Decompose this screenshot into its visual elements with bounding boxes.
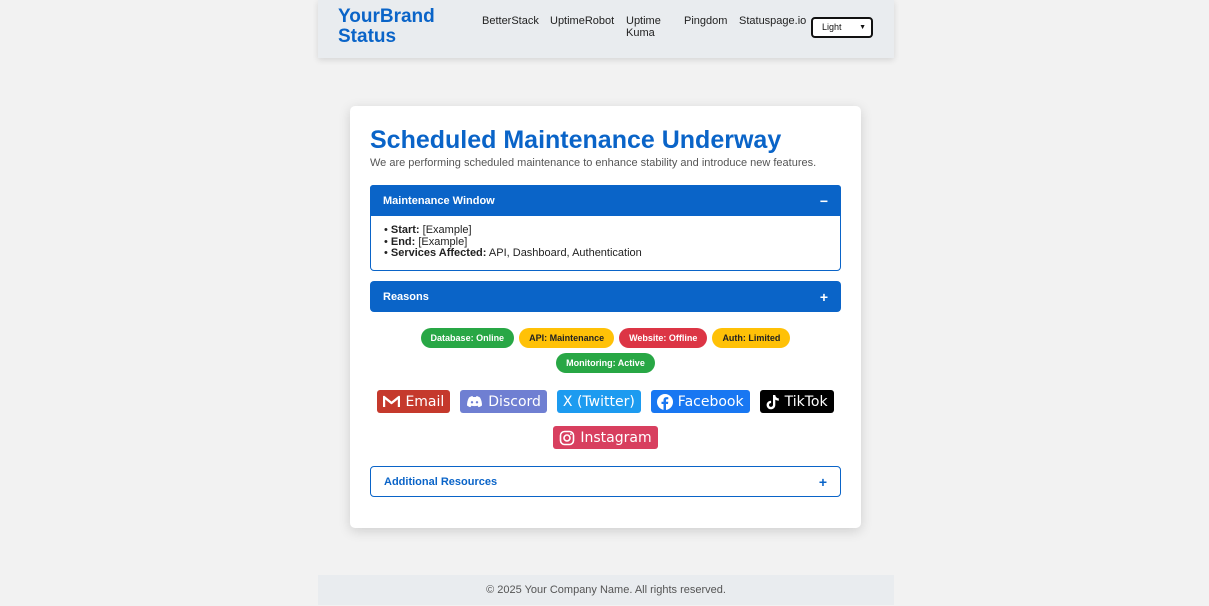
discord-icon — [466, 395, 483, 408]
copyright-text: © 2025 Your Company Name. All rights reserved. — [486, 584, 726, 596]
social-links — [370, 390, 841, 449]
expand-icon: + — [819, 288, 828, 305]
x-twitter-button[interactable] — [557, 390, 641, 413]
maintenance-window-title: Maintenance Window — [383, 194, 495, 207]
page-subtitle: We are performing scheduled maintenance to enhance stability and introduce new features. — [370, 157, 817, 169]
maintenance-start: • Start: [Example] — [384, 225, 827, 237]
maintenance-card — [350, 106, 861, 528]
nav-link-uptime-kuma[interactable]: Uptime Kuma — [626, 15, 661, 39]
theme-select-value: Light — [822, 22, 842, 32]
nav-link-statuspage[interactable]: Statuspage.io — [739, 15, 807, 27]
status-badge-monitoring: Monitoring: Active — [556, 353, 655, 373]
nav-link-betterstack[interactable]: BetterStack — [482, 15, 539, 27]
page-title: Scheduled Maintenance Underway — [370, 126, 782, 154]
nav-link-uptimerobot[interactable]: UptimeRobot — [550, 15, 615, 27]
brand-logo[interactable]: YourBrand Status — [338, 6, 435, 47]
site-footer — [318, 575, 894, 605]
status-badge-api: API: Maintenance — [519, 328, 614, 348]
gmail-icon — [383, 395, 400, 408]
email-label: Email — [405, 393, 445, 410]
additional-resources-header[interactable] — [371, 467, 840, 496]
maintenance-window-body — [371, 216, 840, 260]
status-badges — [370, 328, 841, 373]
tiktok-label: TikTok — [784, 393, 828, 410]
chevron-down-icon: ▼ — [859, 24, 866, 31]
maintenance-end: • End: [Example] — [384, 237, 827, 249]
x-twitter-label: X (Twitter) — [562, 393, 635, 410]
services-affected: • Services Affected: API, Dashboard, Authentication — [384, 248, 827, 260]
status-badge-database: Database: Online — [421, 328, 515, 348]
maintenance-window-header[interactable] — [370, 185, 841, 216]
status-badge-auth: Auth: Limited — [712, 328, 790, 348]
collapse-icon: − — [819, 192, 828, 209]
site-header — [318, 0, 894, 58]
instagram-label: Instagram — [580, 429, 652, 446]
facebook-icon — [657, 394, 673, 410]
expand-icon: + — [818, 473, 827, 490]
tiktok-button[interactable] — [760, 390, 834, 413]
discord-label: Discord — [488, 393, 541, 410]
reasons-title: Reasons — [383, 290, 429, 303]
status-badge-website: Website: Offline — [619, 328, 707, 348]
additional-resources-title: Additional Resources — [384, 475, 498, 488]
maintenance-window-accordion — [370, 185, 841, 271]
additional-resources-accordion[interactable] — [370, 466, 841, 497]
email-button[interactable] — [377, 390, 450, 413]
discord-button[interactable] — [460, 390, 547, 413]
tiktok-icon — [766, 394, 780, 410]
theme-select[interactable] — [811, 17, 873, 38]
instagram-button[interactable] — [553, 426, 657, 449]
reasons-header[interactable] — [370, 281, 841, 312]
facebook-label: Facebook — [677, 393, 744, 410]
nav-link-pingdom[interactable]: Pingdom — [684, 15, 728, 27]
reasons-accordion[interactable] — [370, 281, 841, 312]
instagram-icon — [559, 430, 575, 446]
facebook-button[interactable] — [651, 390, 750, 413]
